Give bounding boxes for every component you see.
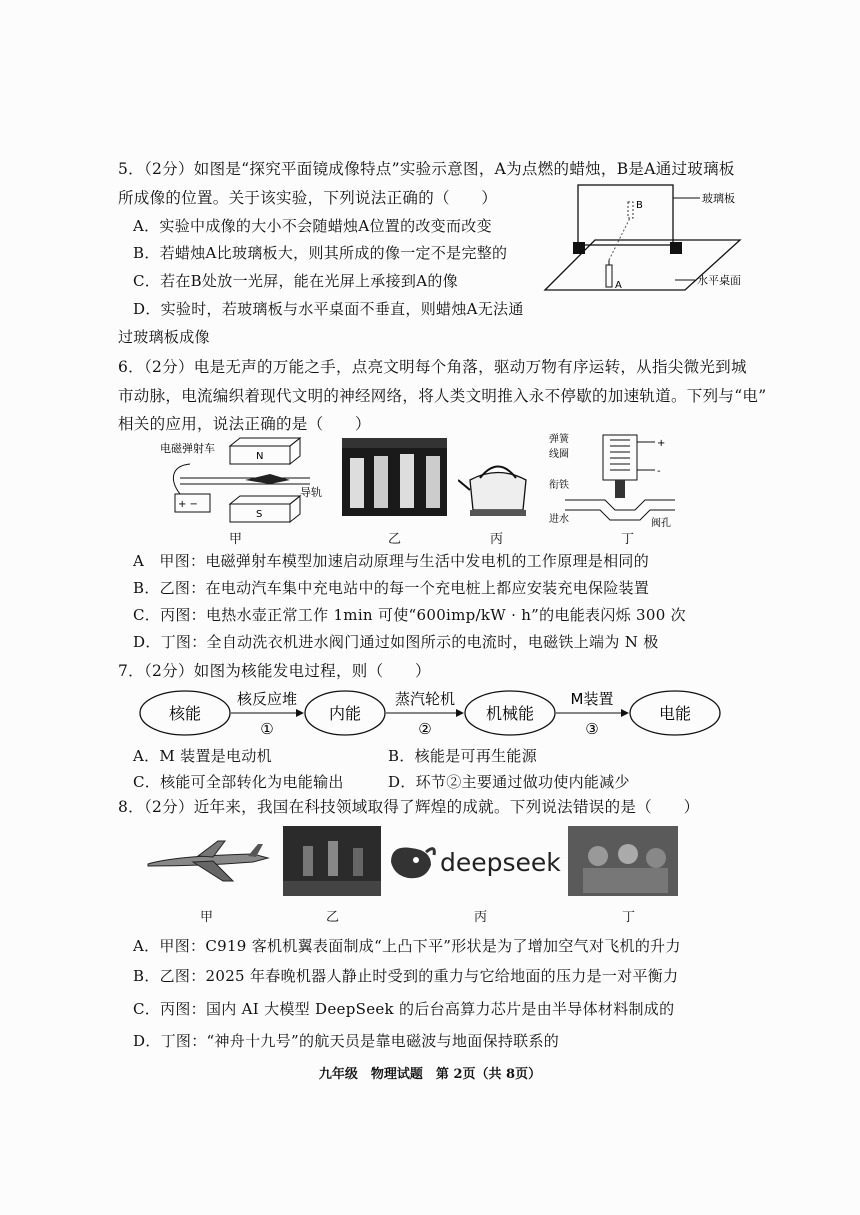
q6-option-b: B．乙图：在电动汽车集中充电站中的每一个充电桩上都应安装充电保险装置 [133, 579, 650, 597]
label-table: 水平桌面 [697, 274, 741, 287]
q5-option-c: C．若在B处放一光屏，能在光屏上承接到A的像 [133, 272, 458, 290]
q7-option-a: A．M 装置是电动机 [133, 747, 272, 765]
fig-yi-caption: 乙 [388, 532, 402, 547]
flow-node-nuclear: 核能 [168, 704, 202, 723]
q5-stem-line2: 所成像的位置。关于该实验，下列说法正确的（ ） [118, 189, 498, 207]
q6-option-c: C．丙图：电热水壶正常工作 1min 可使“600imp/kW · h”的电能表闪烁 300 次 [133, 606, 686, 624]
q7-option-c: C．核能可全部转化为电能输出 [133, 773, 344, 791]
flow-arrow1-label: 核反应堆 [236, 690, 298, 708]
q7-stem: 7．（2分）如图为核能发电过程，则（ ） [118, 662, 431, 680]
fig-bing-caption: 丙 [490, 532, 504, 547]
solenoid-valve-figure [545, 430, 685, 530]
q8-caption-jia: 甲 [200, 910, 214, 925]
deepseek-logo [386, 840, 566, 885]
magnet-n: N [256, 451, 264, 462]
coil-label: 线圈 [549, 449, 569, 460]
q6-stem-line3: 相关的应用，说法正确的是（ ） [118, 415, 371, 433]
fig-jia-caption: 甲 [229, 532, 243, 547]
q6-stem-line1: 6．（2分）电是无声的万能之手，点亮文明每个角落，驱动万物有序运转，从指尖微光到城 [118, 358, 747, 376]
minus-label: - [657, 466, 661, 477]
flow-node-internal: 内能 [328, 704, 362, 723]
electric-kettle-figure [458, 450, 538, 520]
label-a: A [615, 280, 622, 291]
q5-option-d-line1: D．实验时，若玻璃板与水平桌面不垂直，则蜡烛A无法通 [133, 300, 524, 318]
page-footer: 九年级 物理试题 第 2页（共 8页） [318, 1067, 542, 1082]
armature-label: 衔铁 [549, 480, 569, 491]
q5-option-b: B．若蜡烛A比玻璃板大，则其所成的像一定不是完整的 [133, 244, 508, 262]
flow-arrow3-num: ③ [585, 720, 599, 738]
flow-arrow1-num: ① [260, 720, 274, 738]
spring-label: 弹簧 [549, 434, 569, 445]
label-glass: 玻璃板 [702, 192, 735, 205]
svg-text:+ −: + − [178, 499, 198, 510]
flow-arrow3-label: M装置 [570, 690, 614, 708]
charging-station-photo [342, 438, 447, 516]
label-b: B [636, 200, 643, 211]
mirror-experiment-figure [535, 180, 755, 300]
shenzhou-19-astronauts-image [568, 826, 678, 896]
q5-stem-line1: 5．（2分）如图是“探究平面镜成像特点”实验示意图，A为点燃的蜡烛，B是A通过玻璃板 [118, 160, 735, 178]
q6-option-a: A 甲图：电磁弹射车模型加速启动原理与生活中发电机的工作原理是相同的 [133, 552, 650, 570]
q5-option-a: A．实验中成像的大小不会随蜡烛A位置的改变而改变 [133, 217, 492, 235]
flow-arrow2-num: ② [418, 720, 432, 738]
spring-gala-robot-image [283, 826, 381, 896]
fig-ding-caption: 丁 [621, 532, 635, 547]
electromagnetic-launcher-figure [160, 436, 340, 536]
flow-node-mechanical: 机械能 [485, 704, 535, 723]
rail-label: 导轨 [300, 486, 322, 499]
q8-caption-ding: 丁 [622, 910, 636, 925]
c919-aircraft-image [143, 836, 273, 886]
q7-option-b: B．核能是可再生能源 [388, 747, 538, 765]
valve-hole-label: 阀孔 [651, 518, 671, 529]
q6-option-d: D．丁图：全自动洗衣机进水阀门通过如图所示的电流时，电磁铁上端为 N 极 [133, 633, 659, 651]
q8-option-d: D．丁图：“神舟十九号”的航天员是靠电磁波与地面保持联系的 [133, 1032, 560, 1050]
q8-option-a: A．甲图：C919 客机机翼表面制成“上凸下平”形状是为了增加空气对飞机的升力 [133, 937, 681, 955]
nuclear-flow-diagram [135, 686, 725, 741]
water-in-label: 进水 [549, 514, 569, 525]
q8-option-c: C．丙图：国内 AI 大模型 DeepSeek 的后台高算力芯片是由半导体材料制成的 [133, 1000, 675, 1018]
launcher-label: 电磁弹射车 [160, 442, 215, 455]
q8-stem: 8．（2分）近年来，我国在科技领域取得了辉煌的成就。下列说法错误的是（ ） [118, 798, 700, 816]
flow-arrow2-label: 蒸汽轮机 [394, 690, 456, 708]
flow-node-electric: 电能 [658, 704, 692, 723]
magnet-s: S [256, 509, 263, 520]
q6-stem-line2: 市动脉，电流编织着现代文明的神经网络，将人类文明推入永不停歇的加速轨道。下列与“电” [118, 387, 767, 405]
q8-option-b: B．乙图：2025 年春晚机器人静止时受到的重力与它给地面的压力是一对平衡力 [133, 967, 679, 985]
plus-label: + [657, 438, 666, 449]
q8-caption-bing: 丙 [474, 910, 488, 925]
deepseek-wordmark: deepseek [440, 848, 561, 877]
q7-option-d: D．环节②主要通过做功使内能减少 [388, 773, 630, 791]
q8-caption-yi: 乙 [326, 910, 340, 925]
q5-option-d-line2: 过玻璃板成像 [118, 328, 210, 346]
